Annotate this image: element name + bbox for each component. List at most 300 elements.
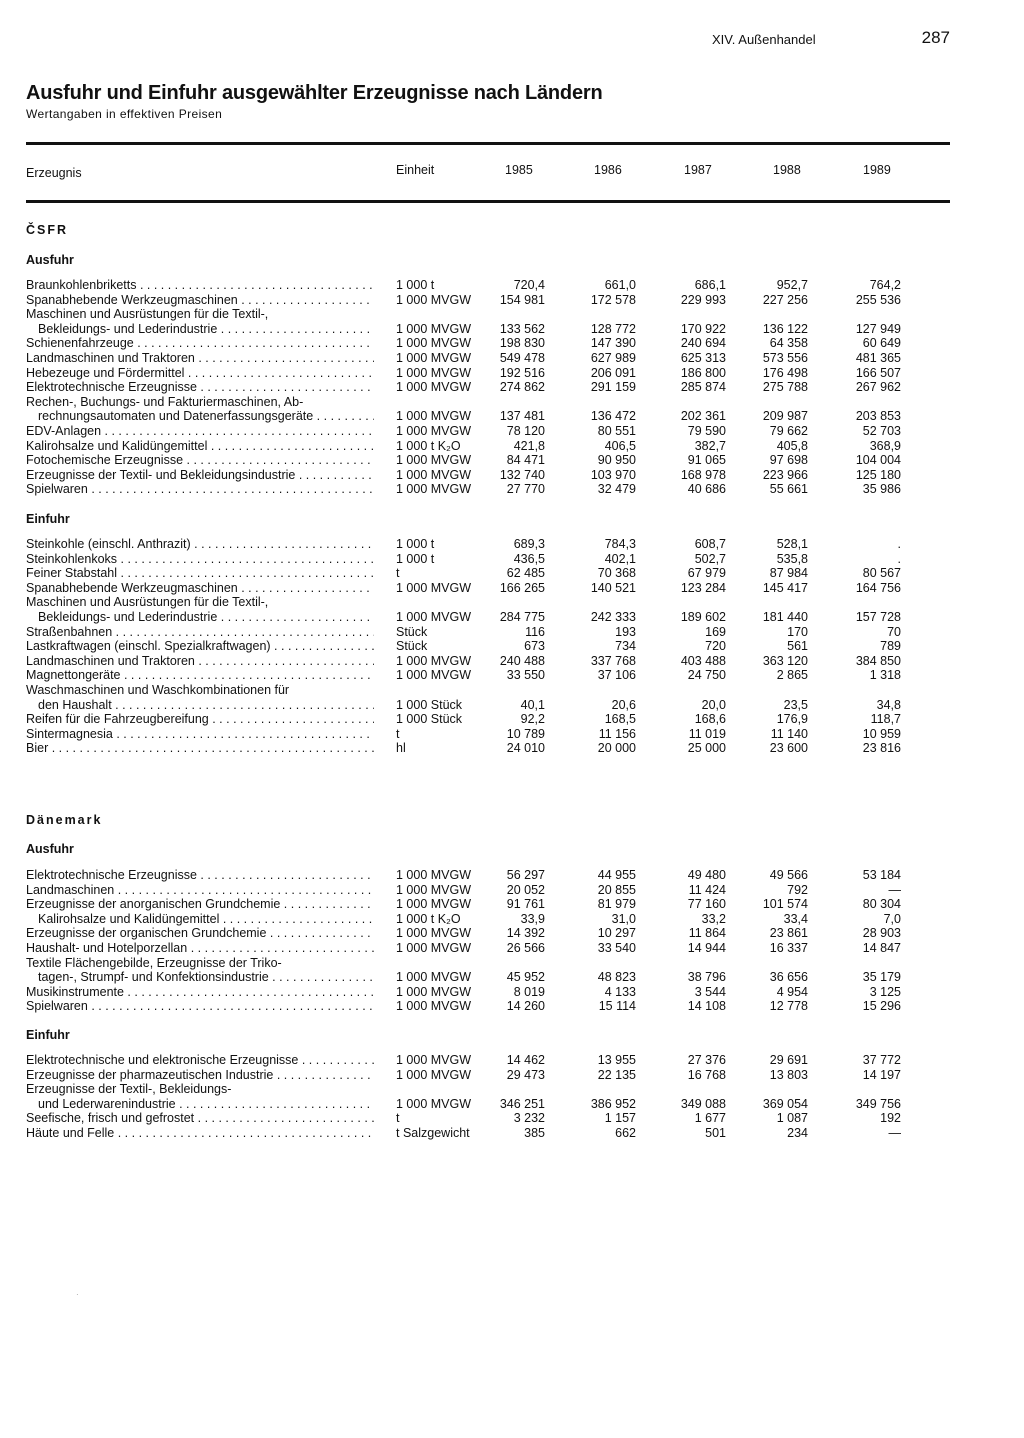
unit-cell: 1 000 Stück [396,712,463,727]
value-1988: 4 954 [776,984,808,999]
product-label: Spanabhebende Werkzeugmaschinen . . . [26,581,374,596]
value-1986: 13 955 [597,1053,636,1067]
value-1987: 38 796 [687,970,726,985]
value-1987: 27 376 [687,1053,726,1067]
table-row [0,351,1024,366]
product-label: Schienenfahrzeuge . . . [26,336,374,351]
table-row [0,727,1024,742]
value-1987: 24 750 [687,668,726,683]
col-1985: 1985 [505,163,533,177]
unit-cell: t [396,566,400,581]
value-1985: 133 562 [499,321,545,336]
import-heading: Einfuhr [26,1028,70,1042]
table-row [0,537,1024,552]
value-1988: 23 861 [769,926,808,941]
value-1985: 92,2 [520,712,545,727]
unit-cell: 1 000 MVGW [396,1067,472,1082]
page-number: 287 [921,28,950,47]
col-1987: 1987 [684,163,712,177]
value-1988: 79 662 [769,423,808,438]
value-1988: 573 556 [762,350,808,365]
value-1988: 97 698 [769,453,808,468]
rows-csfr-import [0,537,1024,756]
unit-cell: 1 000 MVGW [396,970,472,985]
product-label: Steinkohle (einschl. Anthrazit) . . . [26,537,374,552]
unit-cell: 1 000 MVGW [396,984,472,999]
col-1988: 1988 [773,163,801,177]
value-1989: 10 959 [862,726,901,741]
value-1986: 136 472 [590,409,636,424]
value-1985: 27 770 [506,482,545,497]
value-1988: 36 656 [769,970,808,985]
value-1988: 64 358 [769,336,808,351]
unit-cell: 1 000 MVGW [396,409,472,424]
value-1985: 10 789 [506,726,545,741]
product-label: Sintermagnesia . . . [26,727,374,742]
unit-cell: 1 000 MVGW [396,926,472,941]
value-1989: 70 [887,624,901,639]
value-1989: . [897,537,901,551]
value-1987: 502,7 [694,551,726,566]
unit-cell: 1 000 t [396,551,435,566]
value-1989: 37 772 [862,1053,901,1067]
value-1988: 11 140 [770,726,808,741]
unit-cell: 1 000 MVGW [396,453,472,468]
product-label: Erzeugnisse der organischen Grundchemie . . . [26,926,374,941]
value-1989: 53 184 [862,868,901,882]
table-row [0,610,1024,625]
col-unit: Einheit [396,163,435,177]
column-header [0,163,1024,181]
value-1988: 176 498 [762,365,808,380]
value-1986: 406,5 [604,438,636,453]
value-1987: 168,6 [694,712,726,727]
value-1987: 202 361 [680,409,726,424]
table-row [0,926,1024,941]
value-1987: 77 160 [687,897,726,912]
value-1987: 686,1 [694,278,726,292]
unit-cell: 1 000 MVGW [396,940,472,955]
value-1988: 952,7 [776,278,808,292]
value-1985: 385 [524,1125,545,1140]
product-label: Kalirohsalze und Kalidüngemittel . . . [38,912,374,927]
top-rule [26,142,950,145]
value-1987: 169 [705,624,726,639]
unit-cell: 1 000 MVGW [396,868,472,882]
table-row [0,639,1024,654]
value-1988: 2 865 [776,668,808,683]
value-1987: 49 480 [687,868,726,882]
value-1987: 170 922 [680,321,726,336]
value-1988: 1 087 [776,1111,808,1126]
value-1986: 10 297 [597,926,636,941]
value-1985: 284 775 [499,609,545,624]
unit-cell: 1 000 MVGW [396,467,472,482]
value-1987: 3 544 [694,984,726,999]
value-1987: 123 284 [680,580,726,595]
product-label: Erzeugnisse der Textil- und Bekleidungsindustrie . . . [26,468,374,483]
product-label: Braunkohlenbriketts . . . [26,278,374,293]
unit-cell: Stück [396,639,428,654]
value-1987: 229 993 [680,292,726,307]
value-1987: 11 019 [688,726,726,741]
value-1987: 11 424 [688,882,726,897]
unit-cell: 1 000 MVGW [396,580,472,595]
value-1987: 608,7 [694,537,726,551]
value-1988: 29 691 [769,1053,808,1067]
value-1985: 346 251 [499,1096,545,1111]
value-1989: 267 962 [855,380,901,395]
value-1988: 181 440 [762,609,808,624]
value-1985: 137 481 [499,409,545,424]
value-1987: 25 000 [687,741,726,756]
value-1989: . [897,551,901,566]
value-1986: 11 156 [598,726,636,741]
value-1988: 227 256 [762,292,808,307]
value-1988: 33,4 [783,911,808,926]
value-1987: 168 978 [680,467,726,482]
table-row [0,868,1024,883]
value-1987: 14 108 [687,999,726,1014]
table-row [0,278,1024,293]
product-label: Elektrotechnische Erzeugnisse . . . [26,380,374,395]
value-1988: 170 [787,624,808,639]
product-label: Seefische, frisch und gefrostet . . . [26,1111,374,1126]
value-1985: 192 516 [499,365,545,380]
product-label: Reifen für die Fahrzeugbereifung . . . [26,712,374,727]
unit-cell: 1 000 MVGW [396,882,472,897]
value-1989: 23 816 [862,741,901,756]
value-1986: 31,0 [611,911,636,926]
table-row [0,668,1024,683]
value-1986: 662 [615,1125,636,1140]
unit-cell: 1 000 t K₂O [396,911,461,926]
value-1986: 661,0 [604,278,636,292]
value-1989: 80 567 [862,566,901,581]
product-label: Lastkraftwagen (einschl. Spezialkraftwagen) . . . [26,639,374,654]
unit-cell: 1 000 MVGW [396,423,472,438]
value-1988: 49 566 [769,868,808,882]
table-row [0,293,1024,308]
value-1985: 116 [525,624,545,639]
value-1986: 33 540 [597,940,636,955]
value-1985: 166 265 [499,580,545,595]
section-title: XIV. Außenhandel [712,32,816,47]
table-row [0,552,1024,567]
table-row [0,941,1024,956]
value-1988: 101 574 [762,897,808,912]
value-1987: 11 864 [688,926,726,941]
value-1987: 240 694 [680,336,726,351]
value-1988: 363 120 [762,653,808,668]
product-label: Bekleidungs- und Lederindustrie . . . [38,322,374,337]
value-1989: — [888,1125,901,1140]
value-1989: 127 949 [855,321,901,336]
value-1985: 14 392 [506,926,545,941]
value-1985: 240 488 [499,653,545,668]
product-label: Straßenbahnen . . . [26,625,374,640]
value-1988: 223 966 [762,467,808,482]
value-1986: 734 [615,639,636,654]
table-row [0,395,1024,410]
unit-cell: 1 000 MVGW [396,668,472,683]
value-1986: 90 950 [597,453,636,468]
table-row [0,999,1024,1014]
value-1988: 12 778 [769,999,808,1014]
value-1989: 157 728 [855,609,901,624]
value-1989: 1 318 [869,668,901,683]
table-row [0,883,1024,898]
table-row [0,468,1024,483]
unit-cell: 1 000 MVGW [396,897,472,912]
product-label: Erzeugnisse der anorganischen Grundchemie . . . [26,897,374,912]
table-row [0,322,1024,337]
table-row [0,595,1024,610]
value-1986: 20,6 [611,697,636,712]
product-label: Feiner Stabstahl . . . [26,566,374,581]
page-header [700,28,950,50]
value-1989: 384 850 [855,653,901,668]
export-heading: Ausfuhr [26,253,74,267]
unit-cell: 1 000 MVGW [396,321,472,336]
value-1986: 15 114 [598,999,636,1014]
table-row [0,1126,1024,1141]
product-label: Spanabhebende Werkzeugmaschinen . . . [26,293,374,308]
value-1988: 369 054 [762,1096,808,1111]
value-1986: 291 159 [590,380,636,395]
value-1985: 91 761 [506,897,545,912]
table-row [0,970,1024,985]
value-1989: 14 197 [862,1067,901,1082]
product-label: EDV-Anlagen . . . [26,424,374,439]
unit-cell: 1 000 MVGW [396,1096,472,1111]
value-1987: 186 800 [680,365,726,380]
table-row [0,985,1024,1000]
product-label: Landmaschinen . . . [26,883,374,898]
value-1989: 7,0 [883,911,901,926]
product-label: Elektrotechnische Erzeugnisse . . . [26,868,374,883]
value-1989: 14 847 [862,940,901,955]
value-1988: 234 [787,1125,808,1140]
table-row [0,1068,1024,1083]
unit-cell: 1 000 MVGW [396,336,472,351]
value-1987: 40 686 [687,482,726,497]
value-1989: 203 853 [855,409,901,424]
value-1989: 15 296 [862,999,901,1014]
value-1986: 48 823 [597,970,636,985]
value-1988: 209 987 [762,409,808,424]
value-1987: 20,0 [701,697,726,712]
value-1988: 23 600 [769,741,808,756]
unit-cell: 1 000 MVGW [396,365,472,380]
col-1986: 1986 [594,163,622,177]
table-row [0,712,1024,727]
table-row [0,698,1024,713]
table-row [0,409,1024,424]
table-row [0,424,1024,439]
col-1989: 1989 [863,163,891,177]
unit-cell: 1 000 MVGW [396,653,472,668]
col-product: Erzeugnis [26,166,82,180]
value-1989: 481 365 [855,350,901,365]
value-1985: 689,3 [513,537,545,551]
value-1986: 44 955 [597,868,636,882]
value-1986: 784,3 [604,537,636,551]
value-1985: 3 232 [513,1111,545,1126]
value-1987: 1 677 [694,1111,726,1126]
value-1988: 176,9 [776,712,808,727]
value-1985: 33,9 [520,911,545,926]
table-row [0,654,1024,669]
value-1985: 436,5 [513,551,545,566]
product-label: Landmaschinen und Traktoren . . . [26,351,374,366]
header-bottom-rule [26,200,950,203]
product-label: Erzeugnisse der pharmazeutischen Industrie . . . [26,1068,374,1083]
value-1986: 627 989 [590,350,636,365]
value-1986: 168,5 [604,712,636,727]
table-row [0,581,1024,596]
value-1987: 33,2 [701,911,726,926]
product-label: Bekleidungs- und Lederindustrie . . . [38,610,374,625]
value-1989: 28 903 [862,926,901,941]
table-row [0,482,1024,497]
export-heading: Ausfuhr [26,842,74,856]
unit-cell: 1 000 t K₂O [396,438,461,453]
value-1989: 60 649 [862,336,901,351]
value-1985: 14 260 [506,999,545,1014]
table-row [0,566,1024,581]
unit-cell: 1 000 t [396,278,435,292]
unit-cell: 1 000 MVGW [396,380,472,395]
value-1985: 56 297 [506,868,545,882]
table-row [0,307,1024,322]
value-1989: 80 304 [862,897,901,912]
product-label: Spielwaren . . . [26,482,374,497]
value-1989: 368,9 [869,438,901,453]
value-1985: 132 740 [499,467,545,482]
table-row [0,1097,1024,1112]
value-1987: 285 874 [680,380,726,395]
value-1989: 118,7 [870,712,901,727]
table-row [0,1111,1024,1126]
value-1986: 32 479 [597,482,636,497]
value-1989: 255 536 [855,292,901,307]
value-1989: 3 125 [869,984,901,999]
value-1985: 549 478 [499,350,545,365]
value-1988: 23,5 [783,697,808,712]
value-1985: 84 471 [506,453,545,468]
value-1986: 20 855 [597,882,636,897]
value-1985: 198 830 [499,336,545,351]
value-1986: 103 970 [590,467,636,482]
value-1985: 45 952 [506,970,545,985]
product-label: Maschinen und Ausrüstungen für die Textil-, [26,595,269,610]
value-1988: 535,8 [776,551,808,566]
table-row [0,453,1024,468]
value-1985: 154 981 [499,292,545,307]
value-1988: 55 661 [769,482,808,497]
unit-cell: 1 000 t [396,537,435,551]
rows-daenemark-import [0,1053,1024,1141]
product-label: Steinkohlenkoks . . . [26,552,374,567]
value-1985: 14 462 [506,1053,545,1067]
value-1985: 673 [524,639,545,654]
value-1988: 275 788 [762,380,808,395]
value-1985: 33 550 [506,668,545,683]
value-1986: 140 521 [590,580,636,595]
value-1986: 20 000 [597,741,636,756]
unit-cell: 1 000 MVGW [396,350,472,365]
value-1989: 35 986 [862,482,901,497]
unit-cell: t [396,1111,400,1126]
value-1986: 402,1 [604,551,636,566]
value-1985: 20 052 [506,882,545,897]
unit-cell: t Salzgewicht [396,1125,470,1140]
value-1987: 67 979 [687,566,726,581]
value-1986: 22 135 [597,1067,636,1082]
value-1989: 125 180 [855,467,901,482]
table-title: Ausfuhr und Einfuhr ausgewählter Erzeugnisse nach Ländern [26,82,603,104]
value-1989: — [888,882,901,897]
value-1985: 40,1 [520,697,545,712]
value-1987: 501 [705,1125,726,1140]
value-1987: 16 768 [687,1067,726,1082]
value-1986: 242 333 [590,609,636,624]
value-1988: 136 122 [762,321,808,336]
unit-cell: t [396,726,400,741]
value-1985: 8 019 [513,984,545,999]
table-row [0,366,1024,381]
table-row [0,741,1024,756]
value-1989: 764,2 [869,278,901,292]
product-label: Rechen-, Buchungs- und Fakturiermaschinen, Ab- [26,394,304,409]
value-1987: 382,7 [694,438,726,453]
value-1985: 720,4 [513,278,545,292]
value-1988: 792 [787,882,808,897]
unit-cell: Stück [396,624,428,639]
value-1987: 91 065 [687,453,726,468]
value-1988: 561 [787,639,808,654]
product-label: Musikinstrumente . . . [26,985,374,1000]
value-1987: 79 590 [687,423,726,438]
value-1987: 349 088 [680,1096,726,1111]
value-1986: 4 133 [604,984,636,999]
product-label: Fotochemische Erzeugnisse . . . [26,453,374,468]
product-label: Landmaschinen und Traktoren . . . [26,654,374,669]
product-label: Textile Flächengebilde, Erzeugnisse der Triko- [26,955,282,970]
value-1989: 166 507 [855,365,901,380]
value-1985: 62 485 [506,566,545,581]
value-1989: 104 004 [855,453,901,468]
table-row [0,625,1024,640]
value-1985: 24 010 [506,741,545,756]
product-label: Maschinen und Ausrüstungen für die Textil-, [26,307,269,322]
table-row [0,336,1024,351]
value-1989: 789 [880,639,901,654]
unit-cell: 1 000 MVGW [396,609,472,624]
value-1986: 1 157 [604,1111,636,1126]
value-1986: 81 979 [597,897,636,912]
value-1987: 625 313 [680,350,726,365]
value-1986: 128 772 [590,321,636,336]
value-1985: 29 473 [506,1067,545,1082]
value-1988: 87 984 [769,566,808,581]
rows-csfr-export [0,278,1024,497]
product-label: rechnungsautomaten und Datenerfassungsgeräte . . . [38,409,374,424]
value-1985: 421,8 [513,438,545,453]
product-label: Häute und Felle . . . [26,1126,374,1141]
table-row [0,956,1024,971]
